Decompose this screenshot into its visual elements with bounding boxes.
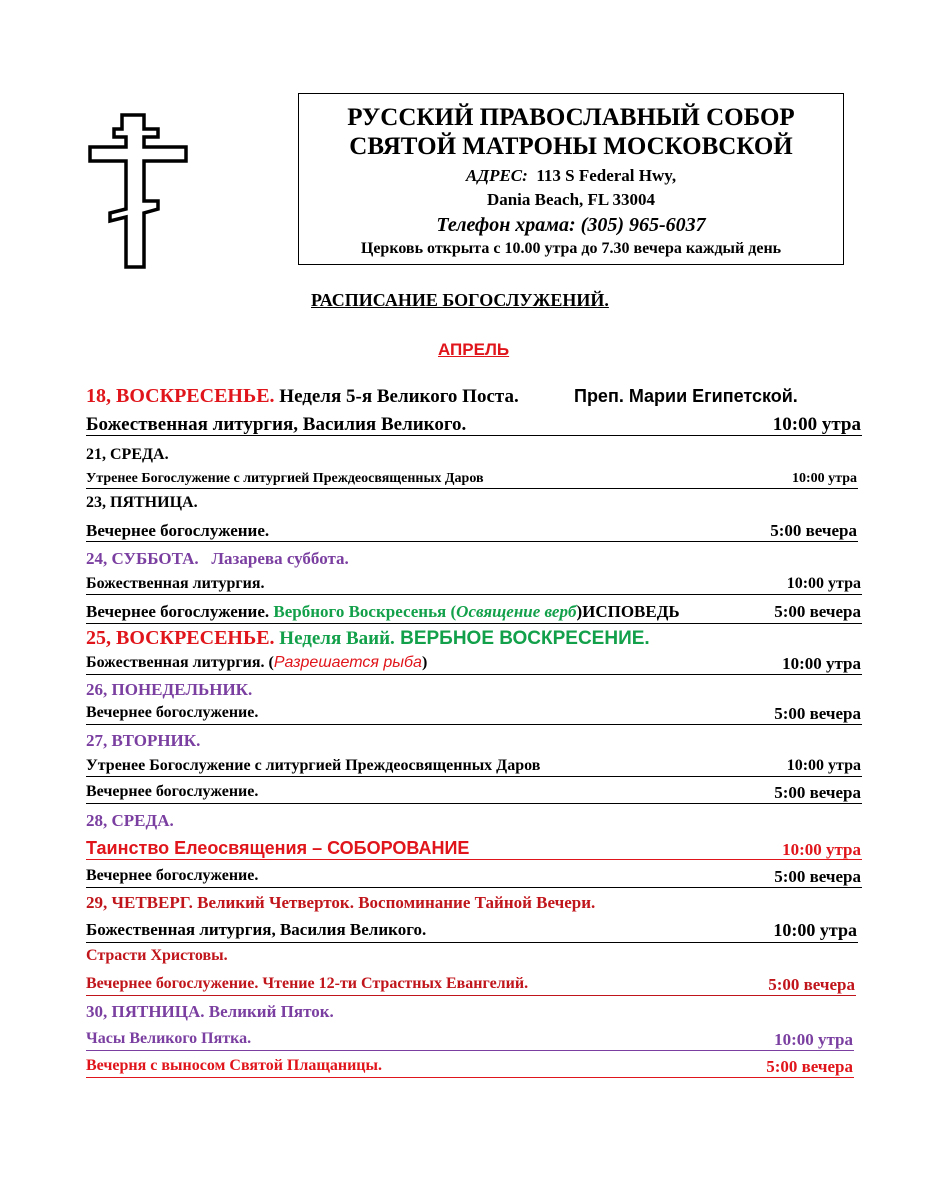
service-text: Божественная литургия. ( — [86, 654, 274, 671]
day-heading-21: 21, СРЕДА. — [86, 446, 169, 463]
service-line: Божественная литургия. — [86, 575, 265, 592]
passion-heading: Страсти Христовы. — [86, 947, 228, 964]
service-time: 10:00 утра — [792, 471, 857, 486]
service-line: Божественная литургия, Василия Великого. — [86, 920, 427, 939]
service-line: Часы Великого Пятка. — [86, 1030, 252, 1047]
service-time: 10:00 утра — [772, 414, 861, 435]
service-time: 5:00 вечера — [774, 704, 861, 723]
confession-note: )ИСПОВЕДЬ — [576, 602, 680, 621]
divider — [86, 776, 862, 777]
fish-allowed-note: Разрешается рыба — [273, 654, 422, 671]
day-heading-24 — [86, 549, 349, 569]
day-label: 24, СУББОТА. — [86, 549, 199, 568]
address-label: АДРЕС: — [465, 166, 528, 185]
service-time: 5:00 вечера — [766, 1057, 853, 1076]
palm-sunday-note: Вербного Воскресенья ( — [269, 602, 457, 621]
orthodox-cross-icon — [88, 113, 188, 269]
divider — [86, 594, 862, 595]
day-label: 25, ВОСКРЕСЕНЬЕ. — [86, 627, 275, 649]
address-street: 113 S Federal Hwy, — [536, 166, 677, 185]
service-line-palm — [86, 602, 680, 622]
day-heading-18 — [86, 385, 519, 408]
day-heading-28: 28, СРЕДА. — [86, 811, 174, 830]
address-line1 — [299, 163, 843, 188]
service-time: 5:00 вечера — [774, 602, 861, 621]
church-info-box — [298, 93, 844, 265]
service-time: 10:00 утра — [773, 920, 857, 940]
service-line: Вечернее богослужение. — [86, 783, 259, 800]
day-label: 18, ВОСКРЕСЕНЬЕ. — [86, 385, 275, 407]
divider — [86, 435, 862, 436]
day-heading-27: 27, ВТОРНИК. — [86, 731, 201, 750]
church-name-line2: СВЯТОЙ МАТРОНЫ МОСКОВСКОЙ — [349, 133, 793, 160]
service-time: 10:00 утра — [774, 1030, 853, 1049]
day-heading-26: 26, ПОНЕДЕЛЬНИК. — [86, 680, 253, 699]
service-time: 10:00 утра — [786, 575, 861, 592]
service-line: Вечернее богослужение. — [86, 704, 259, 721]
divider — [86, 1077, 854, 1078]
divider — [86, 995, 856, 996]
schedule-title: РАСПИСАНИЕ БОГОСЛУЖЕНИЙ. — [311, 290, 609, 310]
divider — [86, 724, 862, 725]
month-title: АПРЕЛЬ — [438, 340, 510, 359]
service-line: Вечерня с выносом Святой Плащаницы. — [86, 1057, 383, 1074]
service-line: Утренее Богослужение с литургией Преждеосвященных Даров — [86, 471, 484, 486]
day-heading-30 — [86, 1002, 334, 1022]
day-note: Великий Пяток. — [204, 1002, 334, 1021]
palm-sunday-title: ВЕРБНОЕ ВОСКРЕСЕНИЕ. — [394, 628, 650, 649]
divider — [86, 541, 858, 542]
service-line: Вечернее богослужение. — [86, 521, 270, 540]
saint-note: Преп. Марии Египетской. — [574, 386, 798, 406]
divider — [86, 1050, 854, 1051]
service-time: 5:00 вечера — [770, 521, 857, 540]
day-heading-25 — [86, 627, 650, 650]
service-time: 5:00 вечера — [774, 867, 861, 886]
day-note: Лазарева суббота. — [211, 549, 349, 568]
service-time: 10:00 утра — [786, 757, 861, 774]
day-note: Неделя Ваий. — [274, 628, 395, 649]
day-heading-29: 29, ЧЕТВЕРГ. Великий Четверток. Воспоминание Тайной Вечери. — [86, 893, 596, 912]
service-text: Вечернее богослужение. — [86, 602, 270, 621]
day-heading-23: 23, ПЯТНИЦА. — [86, 494, 198, 511]
service-line — [86, 654, 427, 672]
service-time: 5:00 вечера — [774, 783, 861, 802]
service-line: Вечернее богослужение. Чтение 12-ти Страстных Евангелий. — [86, 975, 529, 992]
service-time: 5:00 вечера — [768, 975, 855, 994]
service-time: 10:00 утра — [782, 654, 861, 673]
divider — [86, 942, 858, 943]
day-label: 30, ПЯТНИЦА. — [86, 1002, 205, 1021]
divider — [86, 674, 862, 675]
blessing-of-willows-note: Освящение верб — [456, 602, 577, 621]
church-name-line1: РУССКИЙ ПРАВОСЛАВНЫЙ СОБОР — [347, 104, 795, 131]
service-line: Вечернее богослужение. — [86, 867, 259, 884]
divider — [86, 623, 862, 624]
unction-service: Таинство Елеосвящения – СОБОРОВАНИЕ — [86, 838, 470, 858]
service-line: Божественная литургия, Василия Великого. — [86, 414, 467, 435]
service-line: Утренее Богослужение с литургией Преждеосвященных Даров — [86, 757, 541, 774]
divider — [86, 859, 862, 860]
service-time: 10:00 утра — [782, 840, 861, 859]
divider — [86, 488, 858, 489]
day-note: Неделя 5-я Великого Поста. — [274, 386, 519, 407]
service-text-close: ) — [421, 654, 428, 671]
hours-line: Церковь открыта с 10.00 утра до 7.30 вечера каждый день — [360, 240, 782, 257]
divider — [86, 887, 862, 888]
phone-line: Телефон храма: (305) 965-6037 — [436, 214, 706, 236]
divider — [86, 803, 862, 804]
address-line2: Dania Beach, FL 33004 — [486, 190, 656, 209]
